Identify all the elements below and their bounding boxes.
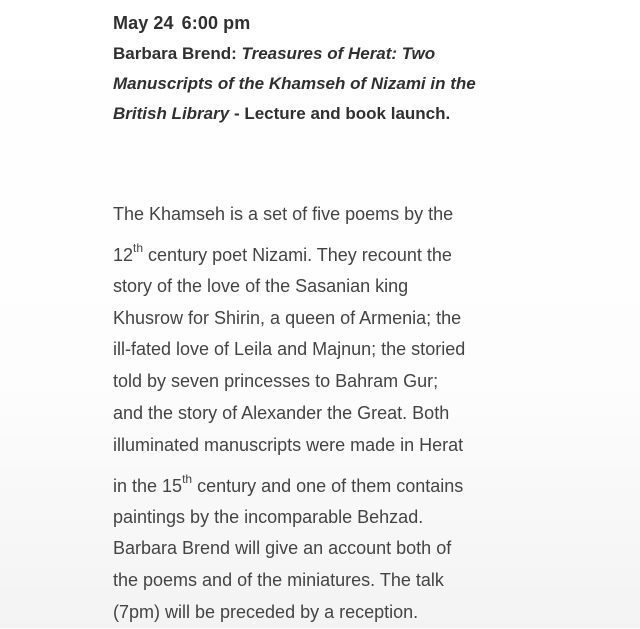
ordinal-suffix: th [182, 471, 193, 486]
description-text: century and one of them contains [192, 475, 464, 496]
description-line: (7pm) will be preceded by a reception. [113, 601, 419, 622]
event-time: 6:00 pm [181, 13, 251, 33]
description-text: in the 15 [113, 475, 183, 496]
description-line: paintings by the incomparable Behzad. [113, 506, 424, 527]
event-date-line [113, 10, 533, 36]
ordinal-suffix: th [133, 240, 144, 255]
description-line: ill-fated love of Leila and Majnun; the storied [113, 339, 466, 360]
description-line: told by seven princesses to Bahram Gur; [113, 371, 439, 392]
event-speaker: Barbara Brend: [113, 44, 237, 63]
event-description [113, 199, 543, 629]
event-title-block [113, 39, 533, 129]
event-subtitle: - Lecture and book launch. [233, 104, 451, 123]
description-line: The Khamseh is a set of five poems by the [113, 204, 454, 224]
event-title: Treasures of Herat: Two Manuscripts of the Khamseh of Nizami in the British Library [113, 44, 476, 123]
description-line: and the story of Alexander the Great. Both [113, 402, 450, 423]
description-text: century poet Nizami. They recount the [143, 244, 452, 265]
description-line: Barbara Brend will give an account both of [113, 538, 452, 559]
description-line: story of the love of the Sasanian king [113, 275, 409, 296]
event-date: May 24 [113, 13, 174, 33]
description-line [113, 231, 543, 271]
description-line: Khusrow for Shirin, a queen of Armenia; the [113, 307, 462, 328]
description-line [113, 462, 543, 502]
description-line: illuminated manuscripts were made in Herat [113, 434, 464, 455]
description-line: the poems and of the miniatures. The talk [113, 570, 444, 591]
event-header [113, 10, 533, 129]
ordinal-number: 12 [113, 244, 134, 265]
